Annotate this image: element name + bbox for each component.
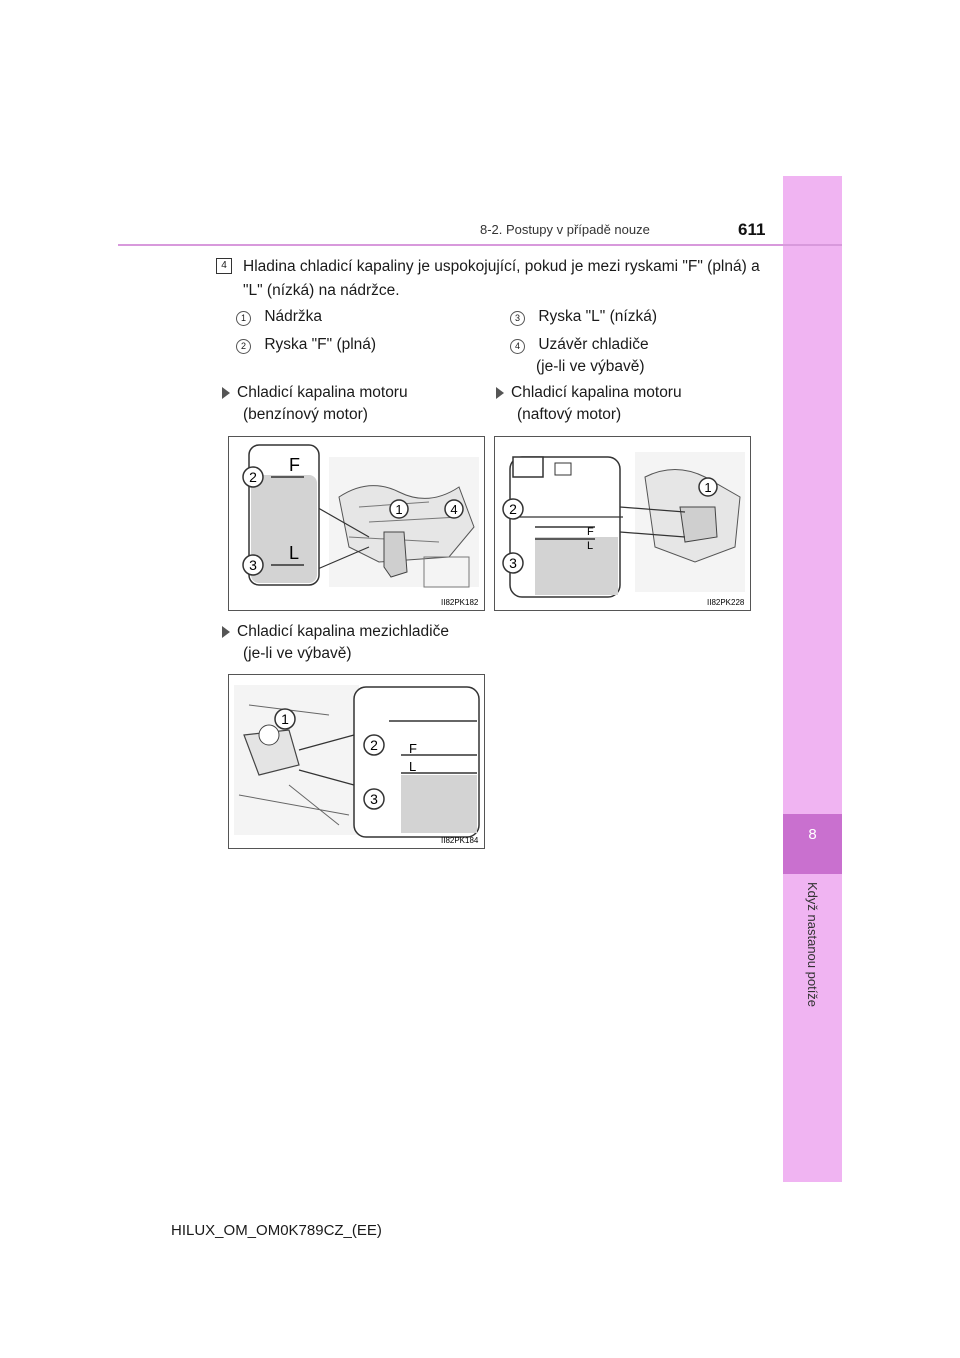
callout-1: 1 (704, 480, 712, 495)
figure-intercooler-coolant (228, 674, 485, 849)
callout-3: 3 (370, 791, 378, 807)
legend-label-2: Ryska "F" (plná) (264, 336, 377, 353)
legend-num-4: 4 (510, 339, 525, 354)
figure-code: II82PK184 (441, 836, 479, 845)
callout-1: 1 (395, 502, 403, 517)
chapter-number-tab (783, 814, 842, 874)
callout-4: 4 (450, 502, 458, 517)
legend-item-2 (236, 334, 376, 356)
legend-item-3 (510, 306, 657, 328)
legend-label-1: Nádržka (264, 308, 323, 325)
diesel-engine-illustration (495, 437, 750, 610)
legend-num-3: 3 (510, 311, 525, 326)
mark-f: F (587, 526, 594, 538)
callout-1: 1 (281, 711, 289, 727)
figure-caption-diesel-sub: (naftový motor) (517, 406, 622, 423)
figure-caption-intercooler-sub: (je-li ve výbavě) (243, 645, 352, 662)
caption-arrow-icon (222, 387, 230, 399)
mark-l: L (289, 543, 300, 563)
petrol-engine-illustration (229, 437, 484, 610)
figure-code: II82PK228 (707, 598, 745, 607)
figure-caption-intercooler: Chladicí kapalina mezichladiče (222, 621, 449, 643)
figure-diesel-coolant (494, 436, 751, 611)
step-text: Hladina chladicí kapaliny je uspokojující, pokud je mezi ryskami "F" (plná) a "L" (nízká) na nádržce. (243, 258, 760, 299)
caption-arrow-icon (222, 626, 230, 638)
section-title: 8-2. Postupy v případě nouze (480, 222, 650, 237)
legend-item-1 (236, 306, 322, 328)
callout-3: 3 (249, 557, 257, 573)
legend-label-3: Ryska "L" (nízká) (538, 308, 657, 325)
legend-item-4 (510, 334, 649, 356)
header-rule (118, 244, 842, 246)
page-number: 611 (738, 220, 766, 239)
legend-num-2: 2 (236, 339, 251, 354)
callout-2: 2 (249, 469, 257, 485)
mark-l: L (587, 540, 594, 552)
callout-2: 2 (509, 501, 517, 517)
mark-f: F (289, 455, 300, 475)
caption-arrow-icon (496, 387, 504, 399)
intercooler-illustration (229, 675, 484, 848)
chapter-title: Když nastanou potíže (805, 882, 820, 1008)
figure-caption-diesel: Chladicí kapalina motoru (496, 382, 682, 404)
callout-3: 3 (509, 555, 517, 571)
legend-note-4: (je-li ve výbavě) (536, 358, 645, 375)
figure-caption-petrol: Chladicí kapalina motoru (222, 382, 408, 404)
chapter-number: 8 (808, 826, 817, 843)
mark-f: F (409, 741, 417, 756)
document-id: HILUX_OM_OM0K789CZ_(EE) (171, 1222, 382, 1239)
figure-caption-petrol-sub: (benzínový motor) (243, 406, 368, 423)
step-number-box: 4 (216, 258, 232, 274)
callout-2: 2 (370, 737, 378, 753)
mark-l: L (409, 759, 417, 774)
figure-petrol-coolant (228, 436, 485, 611)
legend-label-4: Uzávěr chladiče (538, 336, 649, 353)
figure-code: II82PK182 (441, 598, 479, 607)
chapter-title-vertical (781, 882, 841, 1182)
legend-num-1: 1 (236, 311, 251, 326)
